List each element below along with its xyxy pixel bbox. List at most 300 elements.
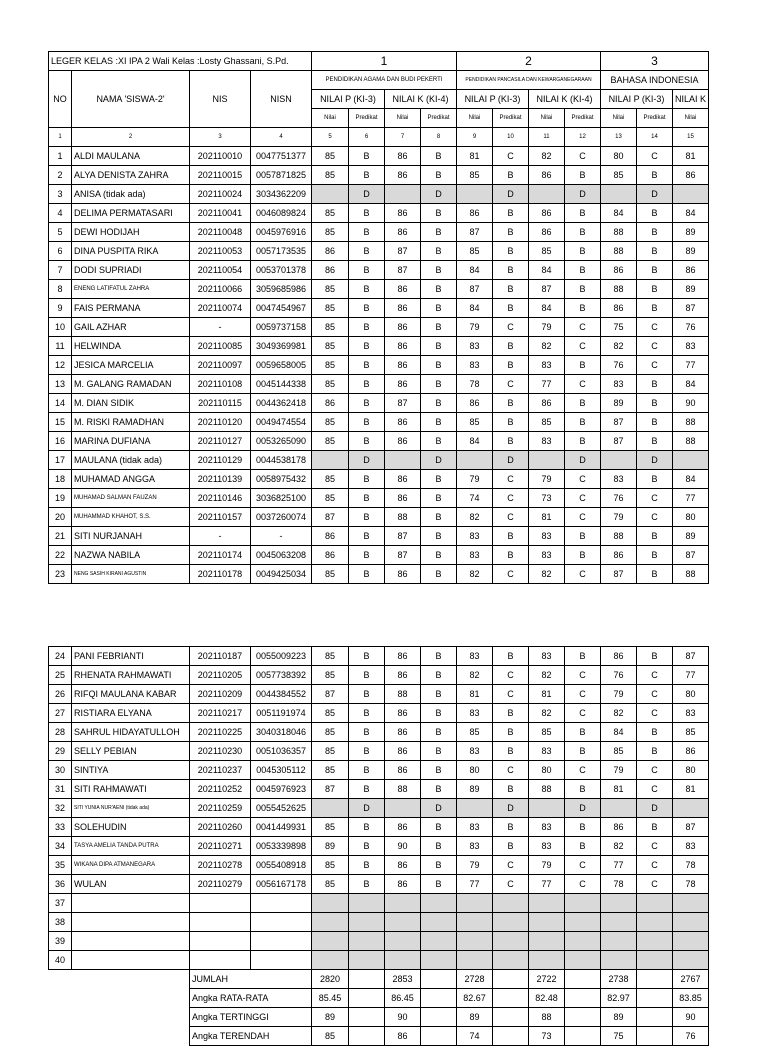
predikat-cell: D (565, 799, 601, 818)
grade-cell: 79 (529, 856, 565, 875)
summary-value: 75 (601, 1027, 637, 1046)
summary-row (49, 1027, 709, 1046)
grade-cell (457, 932, 493, 951)
grade-cell: 83 (529, 356, 565, 375)
student-name: MUHAMAD SALMAN FAUZAN (72, 489, 190, 508)
student-name: SITI YUNIA NUR'AENI (tidak ada) (72, 799, 190, 818)
grade-cell (385, 913, 421, 932)
grade-cell: 86 (385, 356, 421, 375)
nisn-cell (251, 913, 312, 932)
student-rows-1 (49, 147, 709, 584)
row-number: 40 (49, 951, 72, 970)
nisn-cell: 0051036357 (251, 742, 312, 761)
predikat-cell: D (421, 185, 457, 204)
nisn-cell: 0055009223 (251, 647, 312, 666)
grade-cell: 79 (529, 470, 565, 489)
table-row (49, 147, 709, 166)
grade-cell: 85 (312, 166, 349, 185)
predikat-cell: B (565, 723, 601, 742)
nisn-cell (251, 951, 312, 970)
row-number: 30 (49, 761, 72, 780)
predikat-cell: D (565, 451, 601, 470)
grade-cell: 75 (601, 318, 637, 337)
predikat-cell: B (421, 527, 457, 546)
grade-cell: 86 (385, 761, 421, 780)
predikat-cell: B (637, 742, 673, 761)
predikat-cell: D (349, 799, 385, 818)
grade-cell: 83 (529, 527, 565, 546)
grade-cell: 78 (601, 875, 637, 894)
grade-cell: 83 (529, 432, 565, 451)
predikat-cell: B (421, 432, 457, 451)
grade-cell: 85 (312, 223, 349, 242)
predikat-cell: C (565, 704, 601, 723)
predikat-cell: B (565, 299, 601, 318)
predikat-cell: B (637, 280, 673, 299)
grade-cell: 87 (529, 280, 565, 299)
grade-cell (385, 185, 421, 204)
grade-cell: 86 (529, 394, 565, 413)
table-row (49, 470, 709, 489)
predikat-cell: B (637, 470, 673, 489)
summary-value (349, 1027, 385, 1046)
summary-value (349, 970, 385, 989)
grade-cell: 84 (601, 204, 637, 223)
grade-cell (312, 913, 349, 932)
grade-cell: 83 (457, 527, 493, 546)
nis-cell: 202110225 (190, 723, 251, 742)
grade-cell: 86 (385, 375, 421, 394)
predikat-cell: B (349, 470, 385, 489)
predikat-cell: B (349, 147, 385, 166)
nis-cell: 202110139 (190, 470, 251, 489)
predikat-cell: B (637, 394, 673, 413)
row-number: 9 (49, 299, 72, 318)
predikat-cell: C (637, 318, 673, 337)
grade-cell: 87 (312, 780, 349, 799)
column-number: 6 (349, 128, 385, 147)
grade-cell: 73 (529, 489, 565, 508)
table-row (49, 242, 709, 261)
grade-cell: 87 (457, 223, 493, 242)
nis-cell: 202110085 (190, 337, 251, 356)
grade-cell: 87 (673, 546, 709, 565)
predikat-cell: B (349, 318, 385, 337)
grade-cell: 86 (529, 204, 565, 223)
predikat-cell: B (493, 299, 529, 318)
predikat-cell: D (637, 451, 673, 470)
grade-cell: 82 (601, 837, 637, 856)
col-header-no: NO (49, 71, 72, 128)
row-number: 3 (49, 185, 72, 204)
predikat-cell: B (349, 742, 385, 761)
summary-value (565, 989, 601, 1008)
grade-cell (673, 799, 709, 818)
grade-cell: 85 (312, 375, 349, 394)
grade-cell: 86 (601, 647, 637, 666)
grade-cell: 88 (385, 508, 421, 527)
predikat-cell: B (565, 818, 601, 837)
grade-cell: 86 (312, 261, 349, 280)
row-number: 29 (49, 742, 72, 761)
summary-value: 83.85 (673, 989, 709, 1008)
predikat-cell: B (421, 413, 457, 432)
row-number: 22 (49, 546, 72, 565)
row-number: 17 (49, 451, 72, 470)
grade-cell: 85 (312, 666, 349, 685)
table-row (49, 356, 709, 375)
table-row (49, 761, 709, 780)
predikat-cell: C (637, 356, 673, 375)
predikat-cell: B (565, 546, 601, 565)
predikat-cell: B (493, 546, 529, 565)
predikat-cell: B (637, 546, 673, 565)
row-number: 35 (49, 856, 72, 875)
row-number: 38 (49, 913, 72, 932)
column-number: 3 (190, 128, 251, 147)
summary-value: 85.45 (312, 989, 349, 1008)
kategori-label: NILAI P (KI-3) (601, 90, 673, 109)
grade-cell (601, 185, 637, 204)
predikat-cell: B (565, 742, 601, 761)
grade-cell: 87 (673, 299, 709, 318)
grade-cell: 83 (673, 704, 709, 723)
row-number: 18 (49, 470, 72, 489)
predikat-cell: B (637, 375, 673, 394)
grade-cell: 87 (385, 546, 421, 565)
predikat-cell (565, 951, 601, 970)
predikat-cell: B (349, 818, 385, 837)
nis-cell: 202110271 (190, 837, 251, 856)
column-number: 9 (457, 128, 493, 147)
grade-cell (601, 932, 637, 951)
predikat-cell: C (565, 489, 601, 508)
predikat-cell: B (421, 204, 457, 223)
grade-cell (673, 951, 709, 970)
predikat-cell: B (349, 565, 385, 584)
table-row (49, 894, 709, 913)
nisn-cell: 0053339898 (251, 837, 312, 856)
grade-cell: 81 (457, 147, 493, 166)
predikat-cell (421, 932, 457, 951)
student-name: ANISA (tidak ada) (72, 185, 190, 204)
nis-cell: 202110279 (190, 875, 251, 894)
predikat-cell: B (493, 780, 529, 799)
predikat-cell: B (421, 299, 457, 318)
student-name: PANI FEBRIANTI (72, 647, 190, 666)
sub-header: Predikat (349, 109, 385, 128)
grade-cell: 86 (385, 489, 421, 508)
summary-value (565, 1027, 601, 1046)
nis-cell: 202110187 (190, 647, 251, 666)
nis-cell: 202110053 (190, 242, 251, 261)
grade-cell: 79 (457, 318, 493, 337)
table-row (49, 299, 709, 318)
predikat-cell: B (421, 166, 457, 185)
grade-cell: 85 (457, 242, 493, 261)
student-name: DODI SUPRIADI (72, 261, 190, 280)
predikat-cell: B (421, 647, 457, 666)
nis-cell: 202110127 (190, 432, 251, 451)
grade-cell: 88 (601, 223, 637, 242)
grade-cell (385, 951, 421, 970)
predikat-cell: B (565, 647, 601, 666)
grade-cell: 84 (457, 261, 493, 280)
col-header-nis: NIS (190, 71, 251, 128)
column-number: 13 (601, 128, 637, 147)
predikat-cell: D (349, 185, 385, 204)
grade-cell: 82 (529, 565, 565, 584)
grade-cell (385, 451, 421, 470)
predikat-cell: B (493, 280, 529, 299)
predikat-cell: C (565, 508, 601, 527)
predikat-cell (637, 894, 673, 913)
kategori-label: NILAI P (KI-3) (312, 90, 385, 109)
grade-cell (601, 951, 637, 970)
sub-header: Nilai (312, 109, 349, 128)
grade-cell: 84 (529, 261, 565, 280)
table-row (49, 375, 709, 394)
grade-cell: 86 (385, 666, 421, 685)
student-name: DEWI HODIJAH (72, 223, 190, 242)
predikat-cell: B (565, 223, 601, 242)
nisn-cell: - (251, 527, 312, 546)
summary-value: 82.97 (601, 989, 637, 1008)
grade-cell: 83 (529, 818, 565, 837)
nisn-cell: 0044362418 (251, 394, 312, 413)
predikat-cell: D (565, 185, 601, 204)
student-name: DELIMA PERMATASARI (72, 204, 190, 223)
predikat-cell: C (637, 761, 673, 780)
nisn-cell: 0057871825 (251, 166, 312, 185)
table-row (49, 704, 709, 723)
student-name: SELLY PEBIAN (72, 742, 190, 761)
summary-value: 2853 (385, 970, 421, 989)
grade-cell: 86 (385, 413, 421, 432)
grade-cell: 79 (601, 761, 637, 780)
nisn-cell: 0044538178 (251, 451, 312, 470)
grade-cell: 80 (673, 761, 709, 780)
row-number: 4 (49, 204, 72, 223)
student-name: NAZWA NABILA (72, 546, 190, 565)
predikat-cell: B (349, 242, 385, 261)
row-number: 14 (49, 394, 72, 413)
student-name: HELWINDA (72, 337, 190, 356)
grade-cell: 85 (312, 147, 349, 166)
grade-cell: 84 (457, 299, 493, 318)
student-name: MUHAMAD ANGGA (72, 470, 190, 489)
grade-cell: 87 (601, 432, 637, 451)
grade-cell: 85 (457, 413, 493, 432)
grade-cell: 79 (529, 318, 565, 337)
table-row (49, 723, 709, 742)
nisn-cell: 0045144338 (251, 375, 312, 394)
predikat-cell: B (349, 508, 385, 527)
student-name: MARINA DUFIANA (72, 432, 190, 451)
predikat-cell: B (349, 432, 385, 451)
summary-value: 82.67 (457, 989, 493, 1008)
nis-cell: 202110174 (190, 546, 251, 565)
predikat-cell (493, 913, 529, 932)
student-name: NENG SASIH KIRANI AGUSTIN (72, 565, 190, 584)
grade-cell: 86 (385, 470, 421, 489)
grade-cell (529, 894, 565, 913)
grade-cell: 86 (673, 166, 709, 185)
column-number: 15 (673, 128, 709, 147)
predikat-cell: C (565, 318, 601, 337)
sub-header: Predikat (637, 109, 673, 128)
grade-cell: 84 (601, 723, 637, 742)
grade-cell: 80 (673, 508, 709, 527)
summary-value (493, 970, 529, 989)
grade-cell: 79 (601, 508, 637, 527)
predikat-cell: B (349, 299, 385, 318)
grade-cell (457, 951, 493, 970)
summary-value (493, 989, 529, 1008)
table-row (49, 204, 709, 223)
grade-cell: 79 (457, 856, 493, 875)
table-row (49, 780, 709, 799)
grade-cell: 85 (312, 723, 349, 742)
row-number: 28 (49, 723, 72, 742)
predikat-cell: B (349, 723, 385, 742)
predikat-cell: B (421, 489, 457, 508)
predikat-cell: C (493, 666, 529, 685)
sheet-title: LEGER KELAS :XI IPA 2 Wali Kelas :Losty Ghassani, S.Pd. (49, 52, 312, 71)
grade-cell: 85 (601, 742, 637, 761)
nis-cell (190, 913, 251, 932)
nis-cell: 202110209 (190, 685, 251, 704)
grade-cell: 83 (529, 742, 565, 761)
row-number: 11 (49, 337, 72, 356)
predikat-cell: B (421, 242, 457, 261)
grade-cell: 83 (601, 375, 637, 394)
predikat-cell: B (349, 413, 385, 432)
predikat-cell: B (565, 242, 601, 261)
nisn-cell: 0056167178 (251, 875, 312, 894)
grade-cell (457, 913, 493, 932)
grade-cell: 85 (529, 413, 565, 432)
sub-header: Predikat (493, 109, 529, 128)
header-rows (49, 52, 709, 128)
kategori-label: NILAI K (673, 90, 709, 109)
table-row (49, 742, 709, 761)
nisn-cell: 0047454967 (251, 299, 312, 318)
row-number: 33 (49, 818, 72, 837)
summary-value: 86.45 (385, 989, 421, 1008)
summary-label: Angka TERTINGGI (190, 1008, 312, 1027)
grade-cell: 80 (529, 761, 565, 780)
nisn-cell: 3040318046 (251, 723, 312, 742)
nisn-cell: 3059685986 (251, 280, 312, 299)
predikat-cell (421, 913, 457, 932)
nis-cell: 202110074 (190, 299, 251, 318)
grade-cell: 89 (673, 242, 709, 261)
summary-label: Angka RATA-RATA (190, 989, 312, 1008)
nisn-cell: 3049369981 (251, 337, 312, 356)
row-number: 27 (49, 704, 72, 723)
kategori-label: NILAI K (KI-4) (385, 90, 457, 109)
predikat-cell: B (565, 780, 601, 799)
summary-value: 82.48 (529, 989, 565, 1008)
column-number-row (49, 128, 709, 147)
grade-cell: 86 (385, 280, 421, 299)
grade-cell: 88 (601, 527, 637, 546)
subject-name-3: BAHASA INDONESIA (601, 71, 709, 90)
grade-cell (312, 451, 349, 470)
predikat-cell: B (493, 723, 529, 742)
grade-cell (529, 451, 565, 470)
predikat-cell: C (493, 318, 529, 337)
predikat-cell: B (493, 432, 529, 451)
predikat-cell: B (565, 204, 601, 223)
nis-cell: 202110041 (190, 204, 251, 223)
grade-cell (673, 913, 709, 932)
predikat-cell: B (349, 394, 385, 413)
grade-cell (457, 185, 493, 204)
grade-cell: 85 (312, 742, 349, 761)
grade-cell (529, 185, 565, 204)
predikat-cell: B (637, 242, 673, 261)
column-number: 10 (493, 128, 529, 147)
subject-name-2: PENDIDIKAN PANCASILA DAN KEWARGANEGARAAN (457, 71, 601, 90)
student-name: SITI NURJANAH (72, 527, 190, 546)
grade-cell: 82 (529, 704, 565, 723)
summary-row (49, 970, 709, 989)
grade-cell: 85 (312, 356, 349, 375)
grade-cell (312, 185, 349, 204)
grade-cell: 80 (457, 761, 493, 780)
subject-number-2: 2 (457, 52, 601, 71)
nis-cell (190, 932, 251, 951)
predikat-cell: B (565, 261, 601, 280)
grade-cell: 87 (457, 280, 493, 299)
predikat-cell: B (493, 394, 529, 413)
predikat-cell: C (637, 780, 673, 799)
grade-cell: 86 (457, 204, 493, 223)
grade-cell: 77 (529, 375, 565, 394)
predikat-cell: B (493, 261, 529, 280)
student-name: SINTIYA (72, 761, 190, 780)
grade-cell: 86 (385, 875, 421, 894)
predikat-cell: B (421, 704, 457, 723)
student-name: FAIS PERMANA (72, 299, 190, 318)
predikat-cell: C (565, 856, 601, 875)
grade-cell: 85 (312, 337, 349, 356)
grade-cell: 87 (312, 685, 349, 704)
column-number-row (49, 128, 709, 147)
nis-cell: 202110278 (190, 856, 251, 875)
predikat-cell (637, 932, 673, 951)
table-row (49, 489, 709, 508)
grade-cell: 85 (673, 723, 709, 742)
predikat-cell: C (565, 337, 601, 356)
row-number: 26 (49, 685, 72, 704)
predikat-cell: D (493, 185, 529, 204)
grade-cell (673, 185, 709, 204)
row-number: 15 (49, 413, 72, 432)
summary-value: 2728 (457, 970, 493, 989)
grade-cell: 88 (529, 780, 565, 799)
column-number: 1 (49, 128, 72, 147)
predikat-cell: B (349, 356, 385, 375)
predikat-cell: C (493, 565, 529, 584)
grade-cell: 77 (529, 875, 565, 894)
subject-name-1: PENDIDIKAN AGAMA DAN BUDI PEKERTI (312, 71, 457, 90)
row-number: 31 (49, 780, 72, 799)
nis-cell: 202110237 (190, 761, 251, 780)
leger-table-top (48, 51, 709, 584)
